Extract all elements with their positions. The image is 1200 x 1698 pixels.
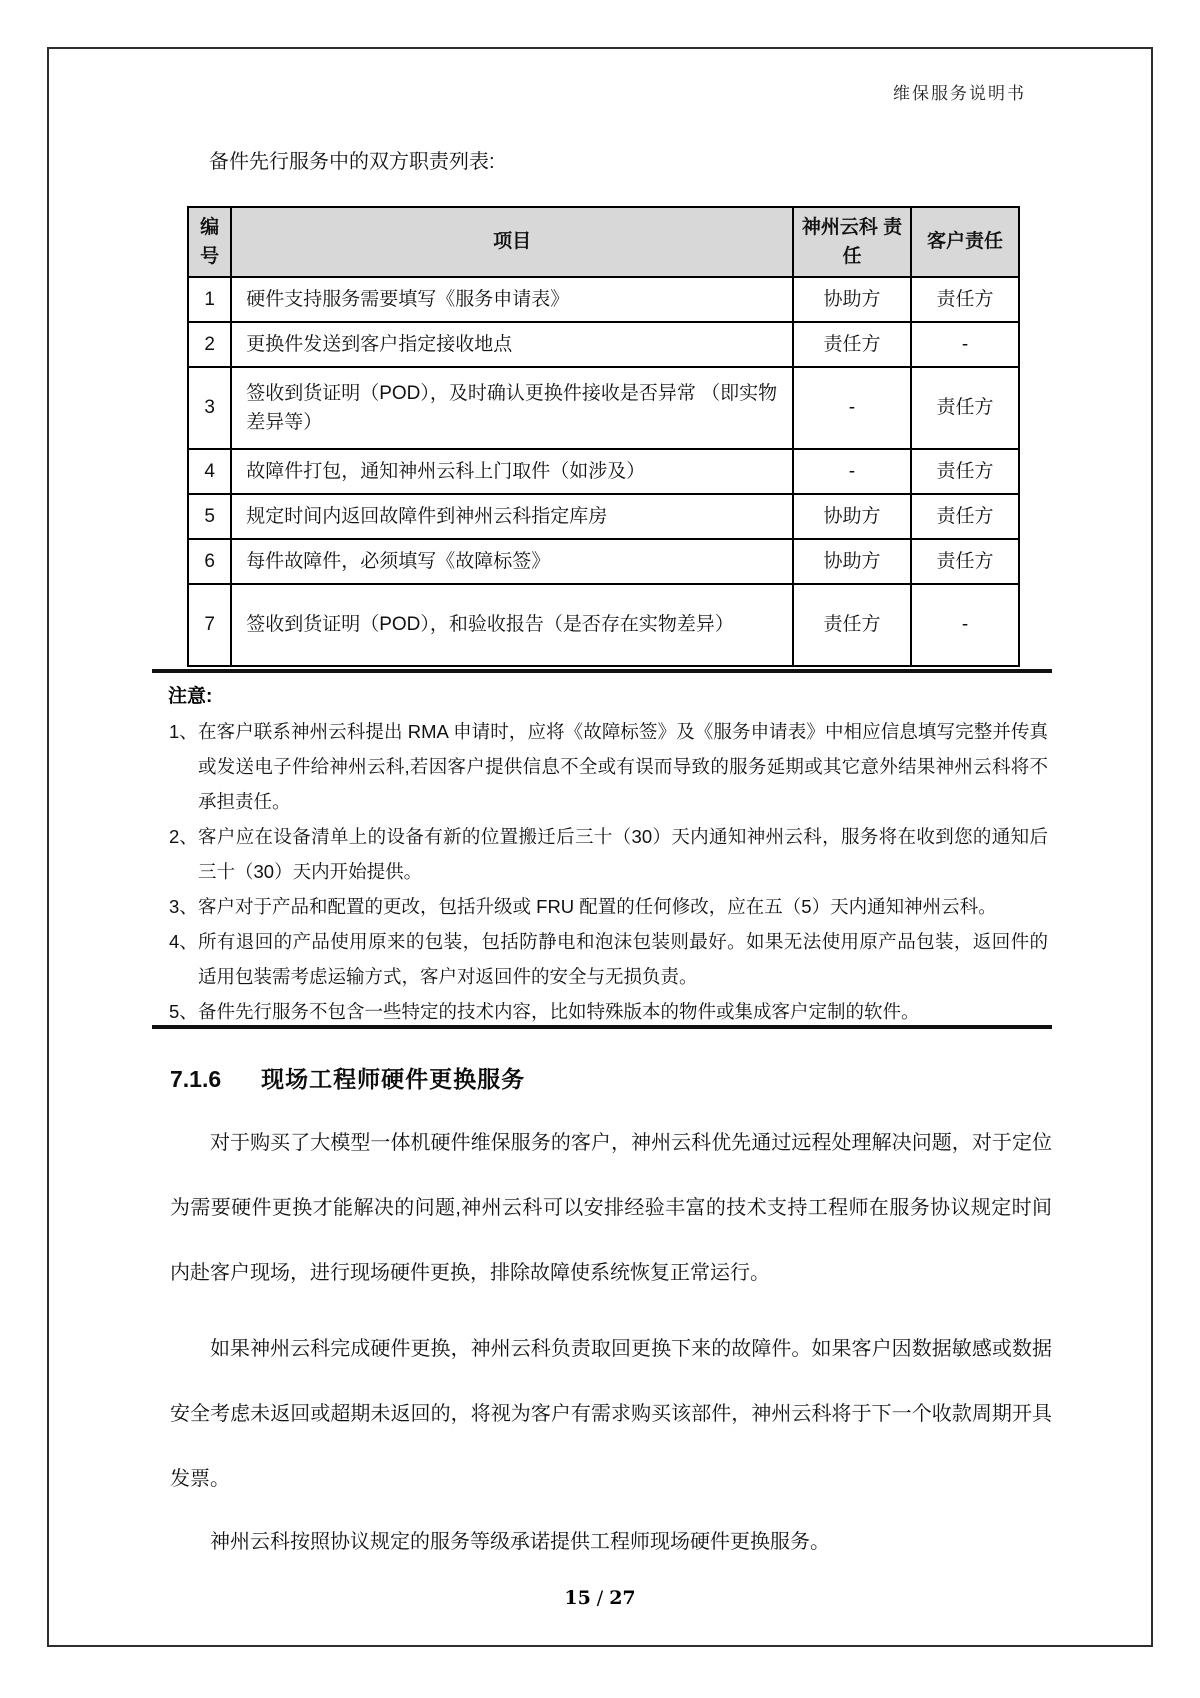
note-text: 所有退回的产品使用原来的包装，包括防静电和泡沫包装则最好。如果无法使用原产品包装，返回件的适用包装需考虑运输方式，客户对返回件的安全与无损负责。 [198,931,1048,987]
note-number: 1、 [169,721,198,742]
cell-item: 更换件发送到客户指定接收地点 [231,322,793,367]
note-number: 3、 [169,896,198,917]
note-number: 5、 [169,1001,198,1022]
column-header-customer: 客户责任 [911,207,1019,277]
column-header-no: 编号 [188,207,231,277]
cell-vendor: 协助方 [793,277,911,322]
note-text: 在客户联系神州云科提出 RMA 申请时，应将《故障标签》及《服务申请表》中相应信息填写完整并传真或发送电子件给神州云科,若因客户提供信息不全或有误而导致的服务延期或其它意外结果神州云科将不承担责任。 [198,721,1048,812]
body-paragraph: 对于购买了大模型一体机硬件维保服务的客户，神州云科优先通过远程处理解决问题，对于定位为需要硬件更换才能解决的问题,神州云科可以安排经验丰富的技术支持工程师在服务协议规定时间内赴客户现场，进行现场硬件更换，排除故障使系统恢复正常运行。 [170,1132,1052,1284]
note-text: 客户应在设备清单上的设备有新的位置搬迁后三十（30）天内通知神州云科，服务将在收到您的通知后三十（30）天内开始提供。 [198,826,1048,882]
cell-customer: - [911,322,1019,367]
cell-no: 3 [188,367,231,449]
column-header-item: 项目 [231,207,793,277]
table-row [188,449,1019,494]
cell-vendor: 协助方 [793,539,911,584]
table-row [188,584,1019,666]
cell-item: 签收到货证明（POD），及时确认更换件接收是否异常 （即实物差异等） [231,367,793,449]
cell-vendor: 责任方 [793,584,911,666]
page-number-current: 15 [564,1587,591,1609]
table-intro-text: 备件先行服务中的双方职责列表: [209,151,495,173]
cell-no: 2 [188,322,231,367]
note-item [152,889,1052,924]
cell-customer: 责任方 [911,449,1019,494]
column-header-vendor: 神州云科 责任 [793,207,911,277]
table-row [188,494,1019,539]
note-number: 2、 [169,826,198,847]
responsibilities-table [187,206,1020,667]
cell-no: 6 [188,539,231,584]
cell-no: 4 [188,449,231,494]
cell-item: 每件故障件，必须填写《故障标签》 [231,539,793,584]
notes-block [152,669,1052,1029]
note-item [152,714,1052,819]
cell-customer: 责任方 [911,539,1019,584]
note-item [152,819,1052,889]
cell-customer: 责任方 [911,277,1019,322]
note-item [152,994,1052,1029]
notes-label: 注意: [168,686,213,707]
table-header-row [188,207,1019,277]
cell-no: 1 [188,277,231,322]
document-header-title: 维保服务说明书 [893,84,1026,104]
note-text: 备件先行服务不包含一些特定的技术内容，比如特殊版本的物件或集成客户定制的软件。 [198,1001,920,1022]
cell-customer: 责任方 [911,494,1019,539]
cell-item: 签收到货证明（POD），和验收报告（是否存在实物差异） [231,584,793,666]
cell-vendor: - [793,449,911,494]
page-frame [47,47,1153,1647]
section-title: 现场工程师硬件更换服务 [261,1066,526,1092]
cell-item: 规定时间内返回故障件到神州云科指定库房 [231,494,793,539]
cell-item: 故障件打包，通知神州云科上门取件（如涉及） [231,449,793,494]
page-number-footer [49,1587,1151,1609]
note-item [152,924,1052,994]
page-number-total: 27 [609,1587,636,1609]
body-paragraph: 如果神州云科完成硬件更换，神州云科负责取回更换下来的故障件。如果客户因数据敏感或数据安全考虑未返回或超期未返回的，将视为客户有需求购买该部件，神州云科将于下一个收款周期开具发票。 [170,1338,1052,1490]
section-heading [170,1061,525,1094]
cell-item: 硬件支持服务需要填写《服务申请表》 [231,277,793,322]
table-row [188,539,1019,584]
body-paragraph: 神州云科按照协议规定的服务等级承诺提供工程师现场硬件更换服务。 [210,1531,830,1553]
note-text: 客户对于产品和配置的更改，包括升级或 FRU 配置的任何修改，应在五（5）天内通知神州云科。 [198,896,997,917]
note-number: 4、 [169,931,198,952]
cell-customer: 责任方 [911,367,1019,449]
cell-no: 5 [188,494,231,539]
table-row [188,322,1019,367]
page-number-separator: / [596,1587,604,1609]
cell-no: 7 [188,584,231,666]
cell-vendor: - [793,367,911,449]
section-number: 7.1.6 [170,1066,222,1092]
table-row [188,367,1019,449]
cell-customer: - [911,584,1019,666]
table-row [188,277,1019,322]
cell-vendor: 协助方 [793,494,911,539]
cell-vendor: 责任方 [793,322,911,367]
